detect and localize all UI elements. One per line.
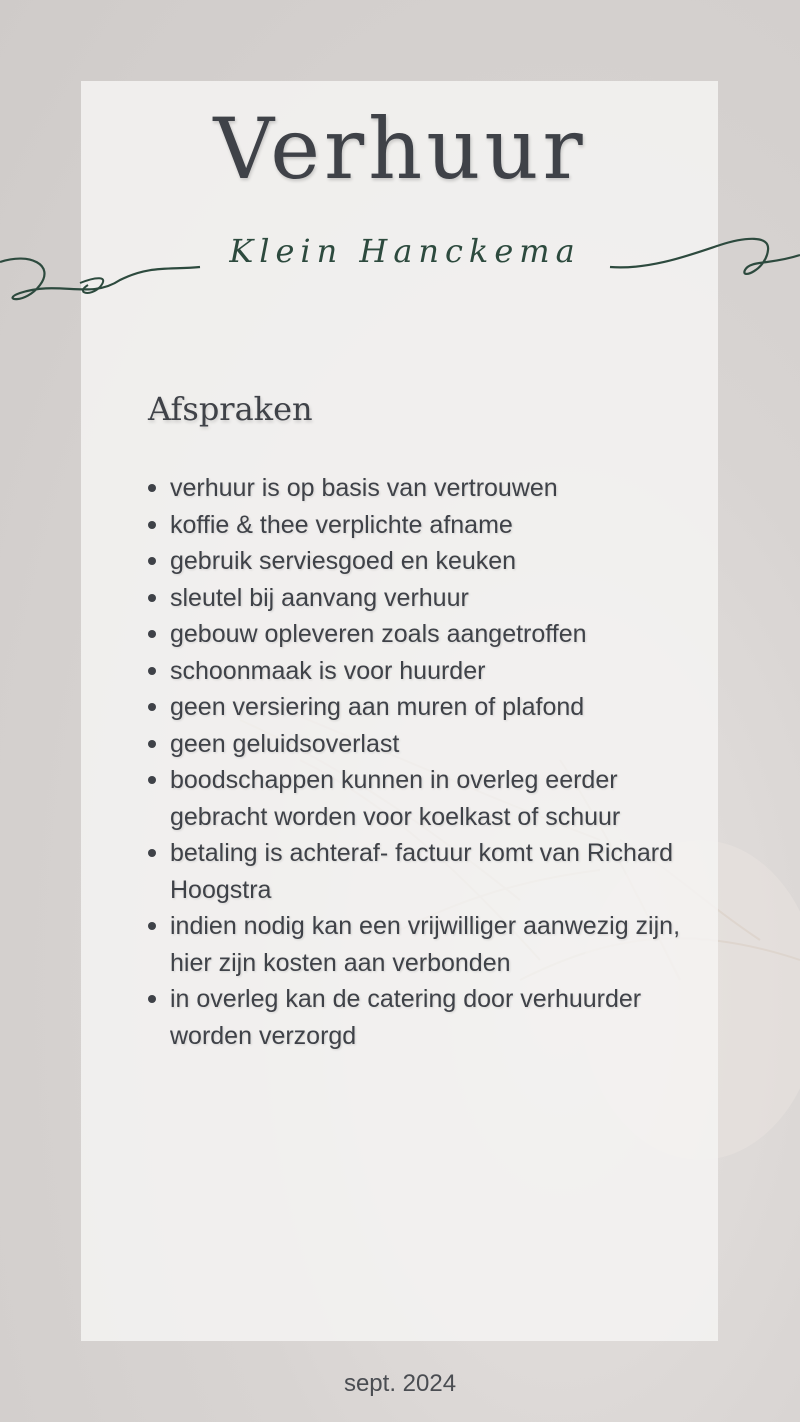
list-item: schoonmaak is voor huurder [170, 653, 690, 690]
list-item: indien nodig kan een vrijwilliger aanwezig zijn, hier zijn kosten aan verbonden [170, 908, 690, 981]
rules-list [170, 470, 690, 1054]
footer-date: sept. 2024 [343, 1370, 457, 1397]
list-item: in overleg kan de catering door verhuurder worden verzorgd [170, 981, 690, 1054]
list-item: koffie & thee verplichte afname [170, 507, 690, 544]
page-title: Verhuur [213, 100, 587, 198]
list-item: verhuur is op basis van vertrouwen [170, 470, 690, 507]
list-item: gebouw opleveren zoals aangetroffen [170, 616, 690, 653]
list-item: sleutel bij aanvang verhuur [170, 580, 690, 617]
section-title: Afspraken [148, 390, 313, 428]
subtitle-signature: Klein Hanckema [229, 232, 581, 270]
list-item: geen versiering aan muren of plafond [170, 689, 690, 726]
list-item: betaling is achteraf- factuur komt van Richard Hoogstra [170, 835, 690, 908]
list-item: boodschappen kunnen in overleg eerder gebracht worden voor koelkast of schuur [170, 762, 690, 835]
list-item: gebruik serviesgoed en keuken [170, 543, 690, 580]
list-item: geen geluidsoverlast [170, 726, 690, 763]
